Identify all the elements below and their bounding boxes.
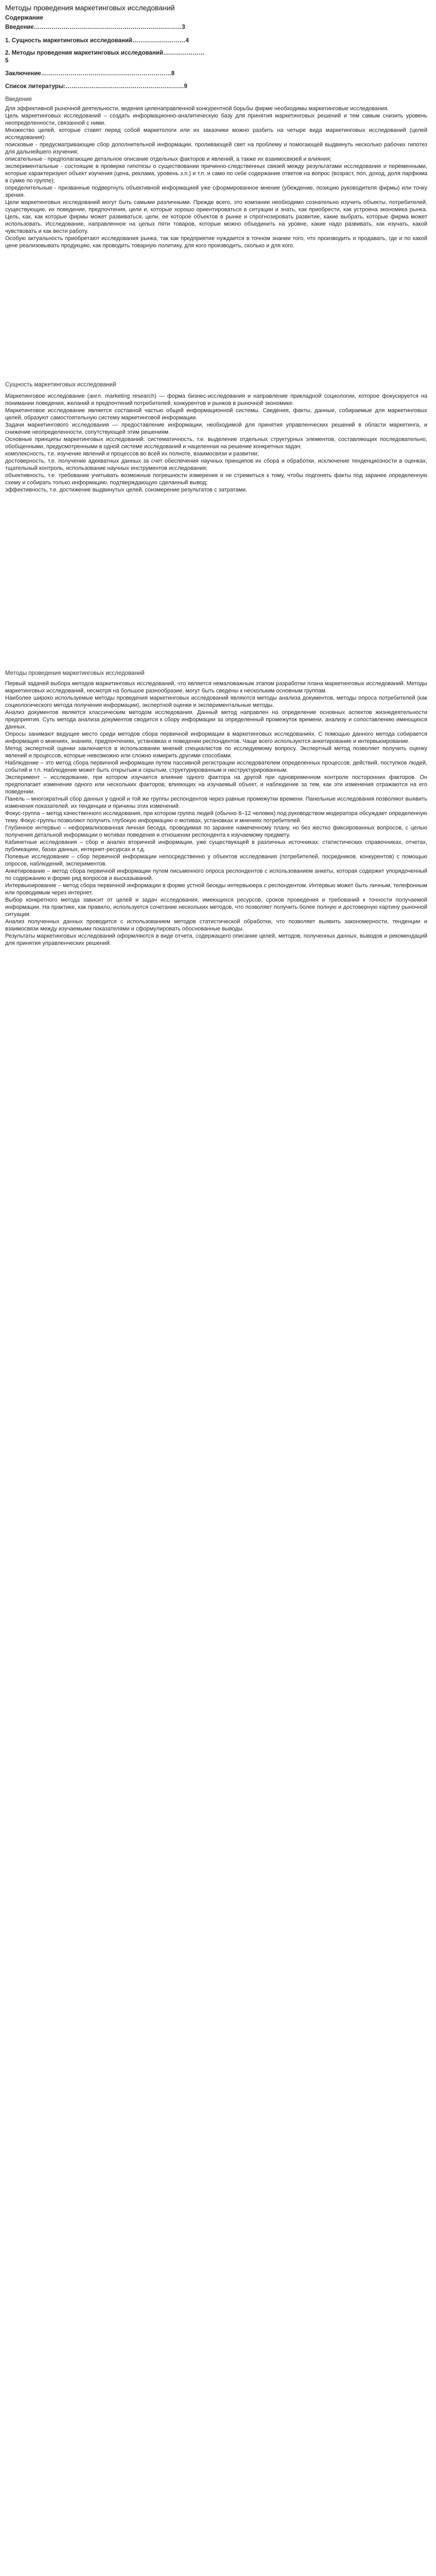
intro-paragraph: Особую актуальность приобретают исследования рынка, так как предприятие нуждается в точном знании того, что производить и продавать, где и по какой цене реализовывать продукцию, как проводить товарную политику, для кого производить, сколько и для кого. (5, 235, 427, 249)
section2-paragraph: Результаты маркетинговых исследований оформляются в виде отчета, содержащего описание целей, методов, полученных данных, выводов и рекомендаций для принятия управленческих решений. (5, 933, 427, 946)
section1-paragraph: комплексность, т.е. изучение явлений и процессов во всей их полноте, взаимосвязи и развитии; (5, 451, 259, 457)
section2-paragraph: Наиболее широко используемые методы проведения маркетинговых исследований являются методы анализа документов, методы опроса потребителей (как социологического метода получения информации), экспертной оценки и экспериментальные методы. (5, 695, 427, 708)
intro-paragraph: экспериментальные - состоящие в проверке гипотезы о существовании причинно-следственных связей между результатами исследования и переменными, которые характеризуют объект изучения (цена, реклама, уровень з.п.) и т.п. и само по себе содержание ответов на вопрос (возраст, пол, доход, доля парфюма в сумке по группе); (5, 163, 427, 184)
intro-heading: Введение (5, 96, 32, 103)
toc-heading: Содержание (5, 14, 43, 21)
intro-paragraph: определительные - призванные подвергнуть объективной информацией уже сформированное мнение (убеждение, позицию руководителя фирмы) или точку зрения. (5, 185, 427, 198)
section1-text (5, 393, 427, 494)
section1-paragraph: Маркетинговое исследование (англ. marketing research) — форма бизнес-исследования и направление прикладной социологии, которое фокусируется на понимании поведения, желаний и предпочтений потребителей, конкурентов и рынков в рыночной экономике. (5, 393, 427, 406)
section2-paragraph: Анализ документов является классическим методом исследования. Данный метод направлен на определение основных аспектов жизнедеятельности предприятия. Суть метода анализа документов сводится к сбору информации за определенный промежуток времени, анализу и сопоставлению имеющихся данных. (5, 709, 427, 730)
intro-paragraph: описательные - предполагающие детальное описание отдельных факторов и явлений, а также их взаимосвязей и влияния; (5, 156, 332, 162)
section2-paragraph: Метод экспертной оценки заключается в использовании мнений специалистов по исследуемому вопросу. Экспертный метод позволяет получить оценку явлений и процессов, которые невозможно или сложно измерить другими способами. (5, 745, 427, 759)
section2-paragraph: Эксперимент – исследование, при котором изучается влияние одного фактора на другой при одновременном контроле посторонних факторов. Он предполагает изменение одного или нескольких факторов, влияющих на изучаемый объект, и наблюдение за тем, как эти изменения отражаются на его поведении. (5, 774, 427, 795)
intro-paragraph: Для эффективной рыночной деятельности, ведения целенаправленной конкурентной борьбы фирме необходимы маркетинговые исследования. (5, 106, 389, 112)
section2-paragraph: Наблюдение – это метод сбора первичной информации путем пассивной регистрации исследователем определенных процессов, действий, поступков людей, событий и т.п. Наблюдение может быть открытым и скрытым, структурированным и неструктурированным. (5, 760, 427, 773)
section2-paragraph: Анкетирование – метод сбора первичной информации путем письменного опроса респондентов с использованием анкеты, которая содержит упорядоченный по содержанию и форме ряд вопросов и высказываний. (5, 868, 427, 882)
section2-paragraph: Глубинное интервью – неформализованная личная беседа, проводимая по заранее намеченному плану, но без жестко фиксированных вопросов, с целью получения детальной информации о мотивах поведения и отношении респондента к изучаемому предмету. (5, 825, 427, 838)
section1-paragraph: Основные принципы маркетинговых исследований: систематичность, т.е. выделение отдельных структурных элементов, составляющих последовательно, обобщенными, предусмотренными в одной системе исследований и нацеленная на решение конкретных задач; (5, 436, 427, 450)
section1-paragraph: достоверность, т.е. получение адекватных данных за счет обеспечения научных принципов их сбора и обработки, исключение тенденциозности в оценках, тщательный контроль, использование научных инструментов исследования; (5, 458, 427, 471)
section1-paragraph: эффективность, т.е. достижение выдвинутых целей, соизмерение результатов с затратами. (5, 487, 248, 493)
intro-paragraph: Цели маркетинговых исследований могут быть самыми различными. Прежде всего, это компании необходимо сознательно изучить объекты, потребителей, существующие, их поведение, предпочтения, цели и, которые хорошо ориентироваться в ситуации и знать, как приобрести, как устроена экономика рынка. Цель, как, как которые фирмы может развиваться, цели, ее которое объектов в рынке и спрогнозировать развитие, какие выбрать, которые фирма может использовать. Исследование, направленное на целых пяти товаров, которые можно объединить на уровне, какие надо развивать, как изучать, какой чувствовать и как вести работу. (5, 199, 427, 234)
toc-entry-intro[interactable]: Введение…………………………………………………………………3 (5, 24, 185, 30)
intro-paragraph: Множество целей, которые ставят перед собой маркетологи или их заказчики можно разбить на четыре вида маркетинговых исследований (целей исследования): (5, 127, 427, 141)
intro-paragraph: поисковые - предусматривающие сбор дополнительной информации, проливающей свет на проблему и помогающей выдвинуть несколько рабочих гипотез для дальнейшего изучения; (5, 142, 427, 155)
toc-entry-section2-page: 5 (5, 58, 9, 64)
section2-paragraph: Интервьюирование – метод сбора первичной информации в форме устной беседы интервьюера с респондентом. Интервью может быть личным, телефонным или проводимым через интернет. (5, 883, 427, 896)
section2-paragraph: Опросы занимают ведущее место среди методов сбора первичной информации в маркетинговых исследованиях. С помощью данного метода собирается информация о мнениях, знаниях, предпочтениях, установках и поведении респондентов. Чаще всего используются анкетирование и интервьюирование. (5, 731, 427, 744)
section1-heading: Сущность маркетинговых исследований (5, 382, 116, 388)
document-title: Методы проведения маркетинговых исследований (5, 4, 175, 12)
section1-paragraph: Задачи маркетингового исследования — предоставление информации, необходимой для принятия управленческих решений в области маркетинга, и снижение неопределенности, сопутствующей этим решениям. (5, 422, 427, 435)
toc-entry-section1[interactable]: 1. Сущность маркетинговых исследований………………………4 (5, 38, 189, 44)
section2-heading: Методы проведения маркетинговых исследований (5, 670, 145, 676)
section1-paragraph: объективность, т.е. требование учитывать возможные погрешности измерения и не стремиться к тому, чтобы подгонять факты под заранее определенную схему и собирать только информацию, подтверждающую сделанный вывод; (5, 472, 427, 486)
toc-entry-references[interactable]: Список литературы:……………………………………………………9 (5, 83, 187, 90)
section2-paragraph: Полевые исследования – сбор первичной информации непосредственно у объектов исследования (потребителей, посредников, конкурентов) с помощью опросов, наблюдений, экспериментов. (5, 854, 427, 867)
section2-paragraph: Анализ полученных данных проводится с использованием методов статистической обработки, что позволяет выявить закономерности, тенденции и взаимосвязи между изучаемыми показателями и сформулировать обоснованные выводы. (5, 919, 427, 932)
section2-paragraph: Первый задачей выбора методов маркетинговых исследований, что является немаловажным этапом разработки плана маркетинговых исследований. Методы маркетинговых исследований, несмотря на большое разнообразие, могут быть сведены к нескольким основным группам. (5, 681, 427, 694)
section2-paragraph: Кабинетные исследования – сбор и анализ вторичной информации, уже существующей в различных источниках: статистических справочниках, отчетах, публикациях, базах данных, интернет-ресурсах и т.д. (5, 839, 427, 853)
section1-paragraph: Маркетинговое исследование является составной частью общей информационной системы. Сведения, факты, данные, собираемые для маркетинговых целей, образуют самостоятельную систему маркетинговой информации. (5, 408, 427, 421)
section2-paragraph: Выбор конкретного метода зависит от целей и задач исследования, имеющихся ресурсов, сроков проведения и требований к точности получаемой информации. На практике, как правило, используется сочетание нескольких методов, что позволяет получить более полную и достоверную картину рыночной ситуации. (5, 897, 427, 918)
intro-text (5, 105, 427, 249)
section2-text (5, 680, 427, 947)
toc-entry-conclusion[interactable]: Заключение…………………………………………………………8 (5, 71, 175, 77)
section2-paragraph: Фокус-группа – метод качественного исследования, при котором группа людей (обычно 8–12 человек) под руководством модератора обсуждает определенную тему. Фокус-группы позволяют получить глубокую информацию о мотивах, установках и мнениях потребителей. (5, 810, 427, 824)
intro-paragraph: Цель маркетинговых исследований – создать информационно-аналитическую базу для принятия маркетинговых решений и тем самым снизить уровень неопределенности, связанной с ними. (5, 113, 427, 126)
toc-entry-section2[interactable]: 2. Методы проведения маркетинговых исследований………………… (5, 50, 205, 56)
section2-paragraph: Панель – многократный сбор данных у одной и той же группы респондентов через равные промежутки времени. Панельные исследования позволяют выявить изменения показателей, их тенденции и причины этих изменений. (5, 796, 427, 809)
